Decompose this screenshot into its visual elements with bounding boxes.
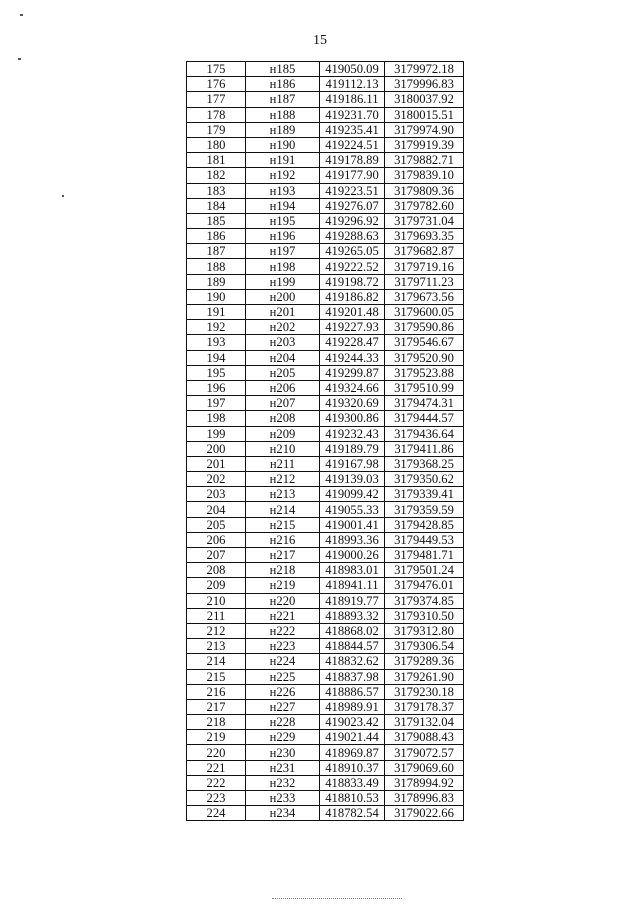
row-number-cell: 224 [187, 806, 246, 821]
x-coordinate-cell: 419320.69 [320, 396, 385, 411]
y-coordinate-cell: 3179261.90 [385, 669, 464, 684]
point-name-cell: н220 [246, 593, 320, 608]
y-coordinate-cell: 3180037.92 [385, 92, 464, 107]
x-coordinate-cell: 418810.53 [320, 791, 385, 806]
point-name-cell: н189 [246, 122, 320, 137]
row-number-cell: 208 [187, 563, 246, 578]
row-number-cell: 212 [187, 623, 246, 638]
x-coordinate-cell: 419001.41 [320, 517, 385, 532]
table-row [187, 517, 464, 532]
row-number-cell: 188 [187, 259, 246, 274]
x-coordinate-cell: 418993.36 [320, 532, 385, 547]
table-row [187, 92, 464, 107]
point-name-cell: н195 [246, 213, 320, 228]
point-name-cell: н227 [246, 699, 320, 714]
row-number-cell: 219 [187, 730, 246, 745]
table-row [187, 715, 464, 730]
y-coordinate-cell: 3179289.36 [385, 654, 464, 669]
x-coordinate-cell: 419201.48 [320, 305, 385, 320]
x-coordinate-cell: 419198.72 [320, 274, 385, 289]
point-name-cell: н194 [246, 198, 320, 213]
table-row [187, 365, 464, 380]
row-number-cell: 197 [187, 396, 246, 411]
scan-speck [20, 14, 23, 16]
table-row [187, 183, 464, 198]
row-number-cell: 207 [187, 548, 246, 563]
table-row [187, 411, 464, 426]
point-name-cell: н233 [246, 791, 320, 806]
row-number-cell: 180 [187, 137, 246, 152]
x-coordinate-cell: 418989.91 [320, 699, 385, 714]
scan-speck [18, 58, 21, 60]
row-number-cell: 181 [187, 153, 246, 168]
y-coordinate-cell: 3179350.62 [385, 472, 464, 487]
row-number-cell: 192 [187, 320, 246, 335]
table-row [187, 745, 464, 760]
point-name-cell: н215 [246, 517, 320, 532]
table-row [187, 229, 464, 244]
y-coordinate-cell: 3179972.18 [385, 62, 464, 77]
y-coordinate-cell: 3179178.37 [385, 699, 464, 714]
scan-speck [62, 195, 64, 197]
y-coordinate-cell: 3179312.80 [385, 623, 464, 638]
y-coordinate-cell: 3178994.92 [385, 775, 464, 790]
x-coordinate-cell: 419023.42 [320, 715, 385, 730]
y-coordinate-cell: 3179520.90 [385, 350, 464, 365]
table-row [187, 806, 464, 821]
point-name-cell: н219 [246, 578, 320, 593]
y-coordinate-cell: 3179693.35 [385, 229, 464, 244]
y-coordinate-cell: 3179449.53 [385, 532, 464, 547]
point-name-cell: н185 [246, 62, 320, 77]
point-name-cell: н190 [246, 137, 320, 152]
table-row [187, 441, 464, 456]
point-name-cell: н228 [246, 715, 320, 730]
table-row [187, 623, 464, 638]
row-number-cell: 194 [187, 350, 246, 365]
row-number-cell: 187 [187, 244, 246, 259]
coordinates-table-body [187, 62, 464, 821]
table-row [187, 669, 464, 684]
y-coordinate-cell: 3179306.54 [385, 639, 464, 654]
x-coordinate-cell: 419276.07 [320, 198, 385, 213]
table-row [187, 760, 464, 775]
point-name-cell: н206 [246, 380, 320, 395]
row-number-cell: 216 [187, 684, 246, 699]
row-number-cell: 199 [187, 426, 246, 441]
y-coordinate-cell: 3179474.31 [385, 396, 464, 411]
row-number-cell: 218 [187, 715, 246, 730]
y-coordinate-cell: 3179974.90 [385, 122, 464, 137]
x-coordinate-cell: 419050.09 [320, 62, 385, 77]
table-row [187, 168, 464, 183]
point-name-cell: н214 [246, 502, 320, 517]
x-coordinate-cell: 419232.43 [320, 426, 385, 441]
coordinates-table [186, 61, 464, 821]
table-row [187, 122, 464, 137]
table-row [187, 289, 464, 304]
x-coordinate-cell: 419224.51 [320, 137, 385, 152]
x-coordinate-cell: 419223.51 [320, 183, 385, 198]
x-coordinate-cell: 419231.70 [320, 107, 385, 122]
y-coordinate-cell: 3180015.51 [385, 107, 464, 122]
point-name-cell: н188 [246, 107, 320, 122]
y-coordinate-cell: 3179481.71 [385, 548, 464, 563]
row-number-cell: 185 [187, 213, 246, 228]
table-row [187, 62, 464, 77]
point-name-cell: н224 [246, 654, 320, 669]
table-row [187, 305, 464, 320]
x-coordinate-cell: 419299.87 [320, 365, 385, 380]
x-coordinate-cell: 418893.32 [320, 608, 385, 623]
x-coordinate-cell: 419178.89 [320, 153, 385, 168]
point-name-cell: н202 [246, 320, 320, 335]
point-name-cell: н216 [246, 532, 320, 547]
table-row [187, 137, 464, 152]
table-row [187, 791, 464, 806]
row-number-cell: 204 [187, 502, 246, 517]
point-name-cell: н213 [246, 487, 320, 502]
point-name-cell: н187 [246, 92, 320, 107]
y-coordinate-cell: 3179682.87 [385, 244, 464, 259]
x-coordinate-cell: 419139.03 [320, 472, 385, 487]
y-coordinate-cell: 3179996.83 [385, 77, 464, 92]
table-row [187, 107, 464, 122]
row-number-cell: 179 [187, 122, 246, 137]
point-name-cell: н212 [246, 472, 320, 487]
x-coordinate-cell: 419000.26 [320, 548, 385, 563]
row-number-cell: 184 [187, 198, 246, 213]
table-row [187, 153, 464, 168]
x-coordinate-cell: 419167.98 [320, 456, 385, 471]
row-number-cell: 223 [187, 791, 246, 806]
y-coordinate-cell: 3179839.10 [385, 168, 464, 183]
y-coordinate-cell: 3179882.71 [385, 153, 464, 168]
point-name-cell: н205 [246, 365, 320, 380]
y-coordinate-cell: 3179719.16 [385, 259, 464, 274]
row-number-cell: 202 [187, 472, 246, 487]
point-name-cell: н223 [246, 639, 320, 654]
page-number: 15 [313, 33, 327, 48]
y-coordinate-cell: 3179132.04 [385, 715, 464, 730]
y-coordinate-cell: 3179339.41 [385, 487, 464, 502]
x-coordinate-cell: 419186.11 [320, 92, 385, 107]
x-coordinate-cell: 419227.93 [320, 320, 385, 335]
y-coordinate-cell: 3178996.83 [385, 791, 464, 806]
row-number-cell: 211 [187, 608, 246, 623]
y-coordinate-cell: 3179310.50 [385, 608, 464, 623]
row-number-cell: 182 [187, 168, 246, 183]
y-coordinate-cell: 3179022.66 [385, 806, 464, 821]
y-coordinate-cell: 3179590.86 [385, 320, 464, 335]
x-coordinate-cell: 418833.49 [320, 775, 385, 790]
point-name-cell: н221 [246, 608, 320, 623]
y-coordinate-cell: 3179069.60 [385, 760, 464, 775]
row-number-cell: 177 [187, 92, 246, 107]
row-number-cell: 176 [187, 77, 246, 92]
x-coordinate-cell: 418782.54 [320, 806, 385, 821]
x-coordinate-cell: 419228.47 [320, 335, 385, 350]
table-row [187, 684, 464, 699]
x-coordinate-cell: 418886.57 [320, 684, 385, 699]
y-coordinate-cell: 3179436.64 [385, 426, 464, 441]
row-number-cell: 205 [187, 517, 246, 532]
table-row [187, 548, 464, 563]
point-name-cell: н225 [246, 669, 320, 684]
point-name-cell: н186 [246, 77, 320, 92]
x-coordinate-cell: 418910.37 [320, 760, 385, 775]
point-name-cell: н232 [246, 775, 320, 790]
table-row [187, 654, 464, 669]
table-row [187, 244, 464, 259]
point-name-cell: н209 [246, 426, 320, 441]
y-coordinate-cell: 3179546.67 [385, 335, 464, 350]
row-number-cell: 214 [187, 654, 246, 669]
x-coordinate-cell: 419222.52 [320, 259, 385, 274]
table-row [187, 335, 464, 350]
y-coordinate-cell: 3179673.56 [385, 289, 464, 304]
bottom-dotted-line [272, 898, 402, 899]
point-name-cell: н226 [246, 684, 320, 699]
row-number-cell: 217 [187, 699, 246, 714]
x-coordinate-cell: 418941.11 [320, 578, 385, 593]
row-number-cell: 196 [187, 380, 246, 395]
point-name-cell: н201 [246, 305, 320, 320]
table-row [187, 456, 464, 471]
x-coordinate-cell: 419186.82 [320, 289, 385, 304]
point-name-cell: н231 [246, 760, 320, 775]
y-coordinate-cell: 3179501.24 [385, 563, 464, 578]
y-coordinate-cell: 3179782.60 [385, 198, 464, 213]
table-row [187, 259, 464, 274]
row-number-cell: 183 [187, 183, 246, 198]
point-name-cell: н234 [246, 806, 320, 821]
y-coordinate-cell: 3179444.57 [385, 411, 464, 426]
row-number-cell: 209 [187, 578, 246, 593]
table-row [187, 502, 464, 517]
y-coordinate-cell: 3179374.85 [385, 593, 464, 608]
point-name-cell: н197 [246, 244, 320, 259]
point-name-cell: н200 [246, 289, 320, 304]
point-name-cell: н208 [246, 411, 320, 426]
row-number-cell: 206 [187, 532, 246, 547]
row-number-cell: 189 [187, 274, 246, 289]
row-number-cell: 203 [187, 487, 246, 502]
y-coordinate-cell: 3179428.85 [385, 517, 464, 532]
point-name-cell: н230 [246, 745, 320, 760]
table-row [187, 593, 464, 608]
y-coordinate-cell: 3179711.23 [385, 274, 464, 289]
table-row [187, 426, 464, 441]
point-name-cell: н196 [246, 229, 320, 244]
x-coordinate-cell: 419189.79 [320, 441, 385, 456]
row-number-cell: 175 [187, 62, 246, 77]
table-row [187, 213, 464, 228]
point-name-cell: н229 [246, 730, 320, 745]
y-coordinate-cell: 3179476.01 [385, 578, 464, 593]
table-row [187, 563, 464, 578]
x-coordinate-cell: 419288.63 [320, 229, 385, 244]
x-coordinate-cell: 418844.57 [320, 639, 385, 654]
y-coordinate-cell: 3179919.39 [385, 137, 464, 152]
row-number-cell: 221 [187, 760, 246, 775]
point-name-cell: н218 [246, 563, 320, 578]
x-coordinate-cell: 419112.13 [320, 77, 385, 92]
point-name-cell: н192 [246, 168, 320, 183]
table-row [187, 198, 464, 213]
row-number-cell: 191 [187, 305, 246, 320]
point-name-cell: н210 [246, 441, 320, 456]
y-coordinate-cell: 3179230.18 [385, 684, 464, 699]
x-coordinate-cell: 418919.77 [320, 593, 385, 608]
y-coordinate-cell: 3179411.86 [385, 441, 464, 456]
point-name-cell: н193 [246, 183, 320, 198]
x-coordinate-cell: 419099.42 [320, 487, 385, 502]
y-coordinate-cell: 3179731.04 [385, 213, 464, 228]
x-coordinate-cell: 418832.62 [320, 654, 385, 669]
x-coordinate-cell: 419055.33 [320, 502, 385, 517]
table-row [187, 350, 464, 365]
row-number-cell: 201 [187, 456, 246, 471]
point-name-cell: н207 [246, 396, 320, 411]
table-row [187, 396, 464, 411]
x-coordinate-cell: 419300.86 [320, 411, 385, 426]
table-row [187, 472, 464, 487]
row-number-cell: 198 [187, 411, 246, 426]
row-number-cell: 190 [187, 289, 246, 304]
y-coordinate-cell: 3179523.88 [385, 365, 464, 380]
row-number-cell: 213 [187, 639, 246, 654]
table-row [187, 380, 464, 395]
point-name-cell: н198 [246, 259, 320, 274]
y-coordinate-cell: 3179600.05 [385, 305, 464, 320]
x-coordinate-cell: 419296.92 [320, 213, 385, 228]
x-coordinate-cell: 419265.05 [320, 244, 385, 259]
point-name-cell: н222 [246, 623, 320, 638]
row-number-cell: 200 [187, 441, 246, 456]
x-coordinate-cell: 419244.33 [320, 350, 385, 365]
point-name-cell: н191 [246, 153, 320, 168]
x-coordinate-cell: 418983.01 [320, 563, 385, 578]
table-row [187, 487, 464, 502]
table-row [187, 274, 464, 289]
y-coordinate-cell: 3179072.57 [385, 745, 464, 760]
x-coordinate-cell: 419021.44 [320, 730, 385, 745]
table-row [187, 320, 464, 335]
table-row [187, 730, 464, 745]
table-row [187, 532, 464, 547]
table-row [187, 639, 464, 654]
x-coordinate-cell: 418969.87 [320, 745, 385, 760]
y-coordinate-cell: 3179088.43 [385, 730, 464, 745]
row-number-cell: 220 [187, 745, 246, 760]
y-coordinate-cell: 3179809.36 [385, 183, 464, 198]
row-number-cell: 215 [187, 669, 246, 684]
table-row [187, 608, 464, 623]
point-name-cell: н217 [246, 548, 320, 563]
row-number-cell: 222 [187, 775, 246, 790]
point-name-cell: н211 [246, 456, 320, 471]
x-coordinate-cell: 418837.98 [320, 669, 385, 684]
x-coordinate-cell: 419324.66 [320, 380, 385, 395]
x-coordinate-cell: 418868.02 [320, 623, 385, 638]
y-coordinate-cell: 3179368.25 [385, 456, 464, 471]
row-number-cell: 178 [187, 107, 246, 122]
point-name-cell: н204 [246, 350, 320, 365]
table-row [187, 775, 464, 790]
y-coordinate-cell: 3179359.59 [385, 502, 464, 517]
table-row [187, 578, 464, 593]
y-coordinate-cell: 3179510.99 [385, 380, 464, 395]
table-row [187, 77, 464, 92]
x-coordinate-cell: 419177.90 [320, 168, 385, 183]
point-name-cell: н199 [246, 274, 320, 289]
row-number-cell: 186 [187, 229, 246, 244]
row-number-cell: 193 [187, 335, 246, 350]
point-name-cell: н203 [246, 335, 320, 350]
table-row [187, 699, 464, 714]
x-coordinate-cell: 419235.41 [320, 122, 385, 137]
row-number-cell: 195 [187, 365, 246, 380]
row-number-cell: 210 [187, 593, 246, 608]
